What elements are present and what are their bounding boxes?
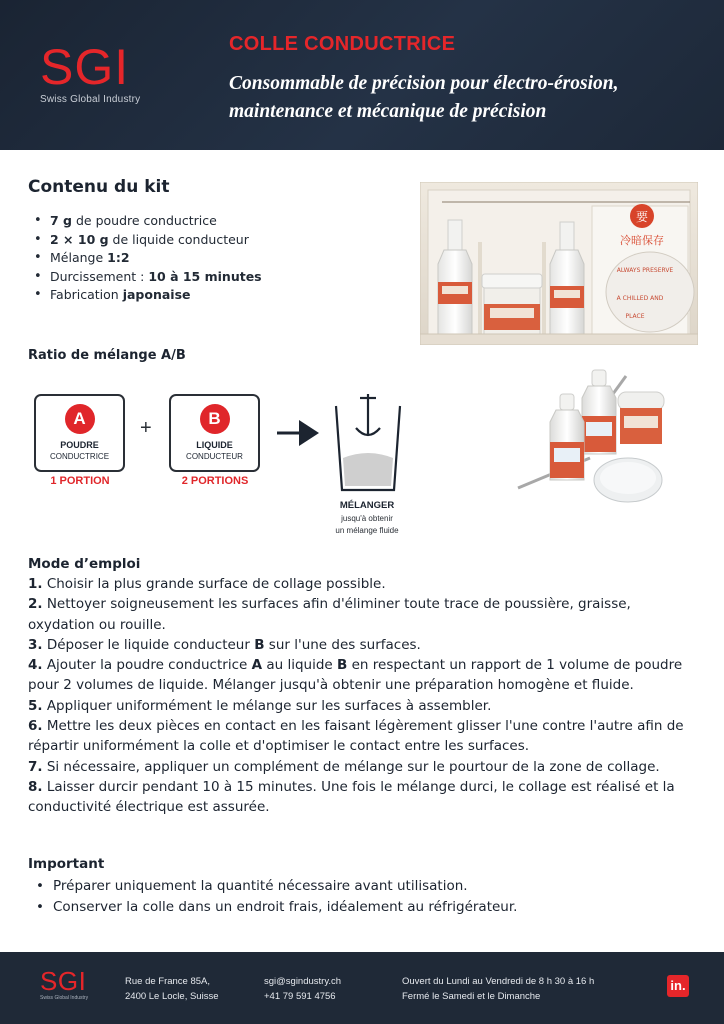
step-text: Mettre les deux pièces en contact en les faisant légèrement glisser l'une contre l'autre afin de répartir uniformément la colle et d'optimiser le contact entre les surfaces.	[28, 718, 684, 755]
instructions-heading: Mode d’emploi	[28, 556, 141, 572]
logo-tagline: Swiss Global Industry	[40, 94, 141, 105]
ratio-b-badge: B	[200, 404, 230, 434]
kit-item-text: Durcissement :	[50, 268, 149, 284]
kit-item-text: de poudre conductrice	[72, 213, 217, 228]
footer-phone[interactable]: +41 79 591 4756	[264, 991, 336, 1002]
ratio-a-desc: CONDUCTRICE	[49, 452, 110, 461]
instruction-step	[28, 655, 700, 696]
step-number: 5.	[28, 697, 43, 714]
mix-desc	[322, 513, 412, 537]
page-header	[0, 0, 724, 150]
step-text: Laisser durcir pendant 10 à 15 minutes. Une fois le mélange durci, le collage est réalisé et la conductivité électrique est assurée.	[28, 778, 675, 816]
kit-item	[32, 286, 262, 305]
instruction-step	[28, 757, 700, 777]
footer-logo	[40, 968, 88, 1001]
label-line-3: A CHILLED AND	[616, 295, 664, 302]
ratio-a-name: POUDRE	[60, 440, 99, 450]
kit-item	[32, 268, 262, 287]
mix-label	[322, 500, 412, 537]
kit-box-photo	[420, 182, 698, 345]
jar	[482, 274, 542, 334]
instruction-step	[28, 574, 700, 594]
step-component-letter: B	[337, 657, 348, 674]
ratio-a-badge: A	[65, 404, 95, 434]
page-footer	[0, 952, 724, 1024]
kit-item	[32, 212, 262, 231]
label-kanji-line: 冷暗保存	[620, 234, 664, 247]
important-item: • Préparer uniquement la quantité nécessaire avant utilisation.	[36, 876, 517, 897]
ratio-b-portion: 2 PORTIONS	[181, 475, 249, 487]
step-number: 6.	[28, 718, 43, 735]
step-text: Nettoyer soigneusement les surfaces afin d'éliminer toute trace de poussière, graisse, oxydation ou rouille.	[28, 596, 631, 633]
step-number: 1.	[28, 576, 43, 592]
arrow-right-icon	[275, 416, 321, 450]
footer-contact	[264, 974, 341, 1004]
mix-name: MÉLANGER	[339, 500, 395, 511]
ratio-a-portion: 1 PORTION	[50, 475, 110, 487]
hours-line-2: Fermé le Samedi et le Dimanche	[402, 991, 541, 1002]
instruction-step	[28, 716, 700, 757]
hours-line-1: Ouvert du Lundi au Vendredi de 8 h 30 à 16 h	[402, 976, 595, 987]
kit-item-bold: 1:2	[107, 250, 130, 265]
kit-list	[32, 212, 262, 305]
kit-heading: Contenu du kit	[28, 177, 170, 197]
instruction-step	[28, 635, 700, 655]
step-text: Choisir la plus grande surface de collage possible.	[42, 576, 386, 592]
step-component-letter: A	[251, 657, 263, 674]
step-number: 2.	[28, 596, 43, 613]
step-text: au liquide	[262, 657, 338, 674]
footer-address	[125, 974, 218, 1004]
step-component-letter: B	[254, 636, 265, 653]
page-title: COLLE CONDUCTRICE	[229, 33, 456, 55]
step-number: 7.	[28, 758, 43, 775]
kit-item-bold: 2 × 10 g	[50, 231, 109, 247]
address-line-2: 2400 Le Locle, Suisse	[125, 991, 219, 1002]
step-number: 4.	[28, 657, 43, 674]
step-number: 8.	[28, 778, 43, 795]
storage-label-card	[592, 204, 694, 334]
footer-hours	[402, 974, 594, 1004]
footer-logo-tagline: Swiss Global Industry	[40, 995, 89, 1001]
kit-item-bold: japonaise	[122, 287, 191, 302]
ratio-b-desc: CONDUCTEUR	[186, 452, 243, 461]
important-item: • Conserver la colle dans un endroit frais, idéalement au réfrigérateur.	[36, 897, 517, 918]
footer-email-link[interactable]: sgi@sgindustry.ch	[264, 976, 342, 987]
ratio-box-b	[169, 394, 260, 472]
instruction-step	[28, 777, 700, 818]
instructions-list	[28, 574, 700, 818]
address-line-1: Rue de France 85A,	[125, 976, 211, 987]
ratio-box-a	[34, 394, 125, 472]
step-text: Appliquer uniformément le mélange sur les surfaces à assembler.	[42, 697, 492, 714]
mix-desc-line1: jusqu'à obtenir	[341, 514, 393, 523]
instruction-step	[28, 594, 700, 635]
step-text: Ajouter la poudre conductrice	[42, 657, 252, 674]
label-line-2: ALWAYS PRESERVE	[616, 267, 674, 274]
ratio-heading: Ratio de mélange A/B	[28, 348, 186, 363]
step-text: en respectant un rapport de 1 volume de poudre pour 2 volumes de liquide. Mélanger jusqu'à obtenir une préparation homogène et fluide.	[28, 657, 683, 694]
page-subtitle: Consommable de précision pour électro-érosion, maintenance et mécanique de précision	[229, 73, 619, 122]
label-line-4: PLACE	[625, 313, 645, 320]
label-kanji-top: 要	[635, 210, 649, 224]
step-number: 3.	[28, 636, 43, 653]
product-photo	[510, 368, 670, 514]
mixing-beaker-icon	[330, 392, 406, 496]
step-text: Si nécessaire, appliquer un complément de mélange sur le pourtour de la zone de collage.	[42, 758, 660, 775]
kit-item-text: Mélange	[50, 250, 108, 265]
logo-text: SGI	[40, 39, 130, 95]
sgi-logo	[40, 39, 141, 105]
kit-item-text: Fabrication	[50, 287, 123, 302]
mix-desc-line2: un mélange fluide	[335, 526, 399, 535]
step-text: sur l'une des surfaces.	[264, 636, 421, 653]
footer-logo-text: SGI	[40, 966, 87, 996]
step-text: Déposer le liquide conducteur	[42, 636, 255, 653]
kit-item	[32, 231, 262, 250]
linkedin-icon[interactable]: in.	[667, 975, 689, 997]
kit-item	[32, 249, 262, 268]
kit-item-bold: 7 g	[50, 213, 72, 228]
kit-item-text: de liquide conducteur	[108, 231, 249, 247]
plus-sign: +	[140, 417, 152, 439]
important-heading: Important	[28, 856, 105, 872]
kit-item-bold: 10 à 15 minutes	[148, 268, 262, 284]
important-list	[36, 876, 517, 917]
instruction-step	[28, 696, 700, 716]
ratio-b-name: LIQUIDE	[196, 440, 233, 450]
